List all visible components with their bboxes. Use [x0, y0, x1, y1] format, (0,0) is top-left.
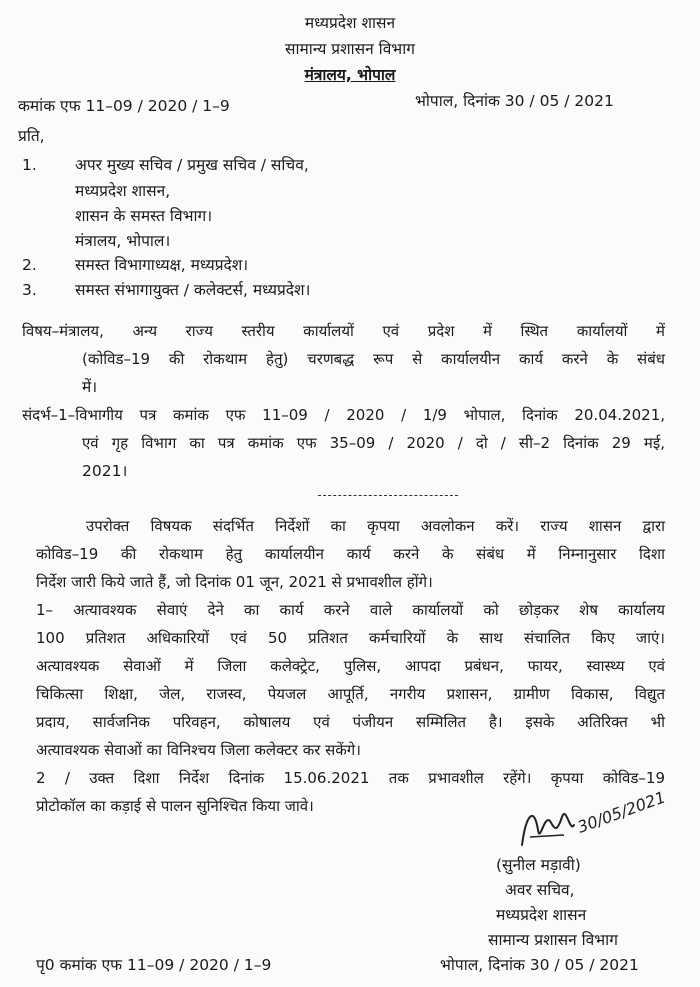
letter-date: भोपाल, दिनांक 30 / 05 / 2021: [415, 92, 614, 110]
subject-line: (कोविड–19 की रोकथाम हेतु) चरणबद्ध रूप से कार्यालयीन कार्य करने के संबंध: [82, 350, 665, 368]
signatory-designation: अवर सचिव,: [505, 881, 575, 899]
recipient-line: समस्त संभागायुक्त / कलेक्टर्स, मध्यप्रदेश।: [75, 281, 311, 299]
signature-scribble: [500, 775, 680, 865]
recipient-number: 3.: [22, 281, 37, 299]
recipient-number: 2.: [22, 256, 37, 274]
recipient-line: शासन के समस्त विभाग।: [75, 207, 213, 225]
header-state: मध्यप्रदेश शासन: [304, 14, 396, 32]
divider: [318, 495, 458, 496]
body-line: निर्देश जारी किये जाते हैं, जो दिनांक 01 जून, 2021 से प्रभावशील होंगे।: [36, 573, 433, 591]
body-line: प्रोटोकॉल का कड़ाई से पालन सुनिश्चित किया जावे।: [36, 797, 314, 815]
header-department: सामान्य प्रशासन विभाग: [285, 40, 415, 58]
body-line: उपरोक्त विषयक संदर्भित निर्देशों का कृपया अवलोकन करें। राज्य शासन द्वारा: [86, 517, 665, 535]
body-line: प्रदाय, सार्वजनिक परिवहन, कोषालय एवं पंजीयन सम्मिलित है। इसके अतिरिक्त भी: [36, 713, 665, 731]
body-line: अत्यावश्यक सेवाओं का विनिश्चय जिला कलेक्टर कर सकेंगे।: [36, 741, 361, 759]
reference-line: एवं गृह विभाग का पत्र कमांक एफ 35–09 / 2020 / दो / सी–2 दिनांक 29 मई,: [82, 434, 665, 452]
body-line: कोविड–19 की रोकथाम हेतु कार्यालयीन कार्य करने के संबंध में निम्नानुसार दिशा: [36, 545, 665, 563]
signatory-name: (सुनील मड़ावी): [496, 856, 581, 874]
endorsement-date: भोपाल, दिनांक 30 / 05 / 2021: [440, 956, 639, 974]
subject-line: विषय–मंत्रालय, अन्य राज्य स्तरीय कार्यालयों एवं प्रदेश में स्थित कार्यालयों में: [22, 322, 665, 340]
signatory-org: मध्यप्रदेश शासन: [496, 906, 587, 924]
reference-line: 2021।: [82, 462, 128, 480]
letter-number: कमांक एफ 11–09 / 2020 / 1–9: [18, 97, 230, 115]
to-label: प्रति,: [18, 127, 45, 145]
reference-line: संदर्भ–1–विभागीय पत्र कमांक एफ 11–09 / 2020 / 1/9 भोपाल, दिनांक 20.04.2021,: [22, 406, 665, 424]
recipient-line: समस्त विभागाध्यक्ष, मध्यप्रदेश।: [75, 256, 249, 274]
body-line: 1– अत्यावश्यक सेवाएं देने का कार्य करने वाले कार्यालयों को छोड़कर शेष कार्यालय: [36, 601, 665, 619]
recipient-line: अपर मुख्य सचिव / प्रमुख सचिव / सचिव,: [75, 156, 309, 174]
signature-date: 30/05/2021: [574, 787, 669, 837]
signatory-department: सामान्य प्रशासन विभाग: [488, 931, 618, 949]
body-line: अत्यावश्यक सेवाओं में जिला कलेक्ट्रेट, पुलिस, आपदा प्रबंधन, फायर, स्वास्थ्य एवं: [36, 657, 665, 675]
handwritten-signature: [500, 775, 680, 865]
endorsement-number: पृ0 कमांक एफ 11–09 / 2020 / 1–9: [36, 956, 272, 974]
subject-line: में।: [82, 378, 98, 396]
recipient-line: मंत्रालय, भोपाल।: [75, 232, 171, 250]
recipient-number: 1.: [22, 156, 37, 174]
body-line: 2 / उक्त दिशा निर्देश दिनांक 15.06.2021 तक प्रभावशील रहेंगे। कृपया कोविड–19: [36, 769, 665, 787]
recipient-line: मध्यप्रदेश शासन,: [75, 182, 171, 200]
header-office: मंत्रालय, भोपाल: [304, 66, 396, 84]
body-line: चिकित्सा शिक्षा, जेल, राजस्व, पेयजल आपूर्ति, नगरीय प्रशासन, ग्रामीण विकास, विद्युत: [36, 685, 665, 703]
header-office-wrap: [0, 66, 700, 85]
body-line: 100 प्रतिशत अधिकारियों एवं 50 प्रतिशत कर्मचारियों के साथ संचालित किए जाएं।: [36, 629, 665, 647]
